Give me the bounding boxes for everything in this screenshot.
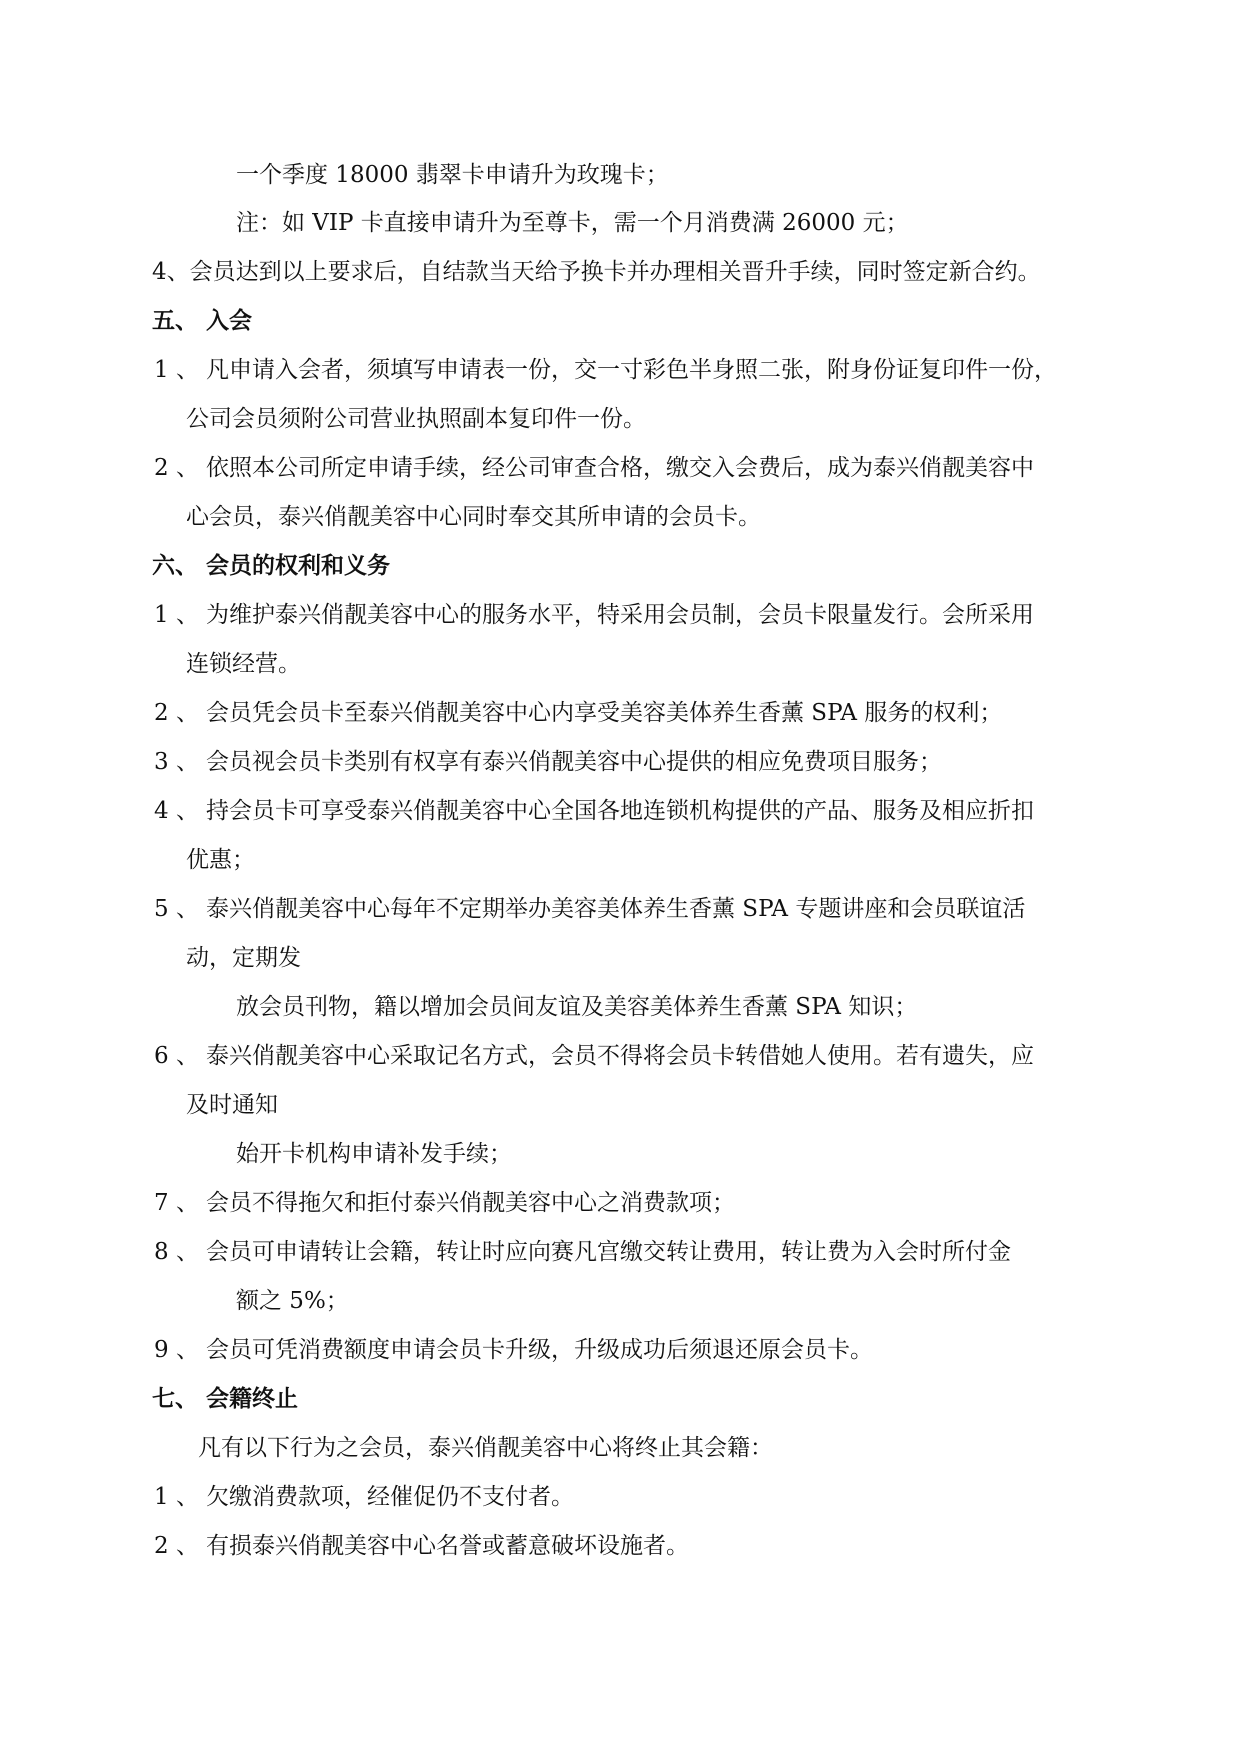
list-item-number: 1 、 [154,357,199,383]
list-item-number: 1 、 [154,1484,199,1510]
paragraph-line: 一个季度 18000 翡翠卡申请升为玫瑰卡； [236,162,669,188]
list-item-text: 泰兴俏靓美容中心每年不定期举办美容美体养生香薰 SPA 专题讲座和会员联谊活 [206,896,1026,922]
list-item-number: 4 、 [154,798,199,824]
list-item-text: 会员凭会员卡至泰兴俏靓美容中心内享受美容美体养生香薰 SPA 服务的权利； [206,700,1003,726]
list-item-text: 依照本公司所定申请手续，经公司审查合格，缴交入会费后，成为泰兴俏靓美容中 [206,455,1034,481]
section-heading: 七、 会籍终止 [152,1385,299,1412]
section-heading: 五、 入会 [152,307,253,334]
list-item-text: 持会员卡可享受泰兴俏靓美容中心全国各地连锁机构提供的产品、服务及相应折扣 [206,798,1034,824]
list-item: 4、会员达到以上要求后，自结款当天给予换卡并办理相关晋升手续，同时签定新合约。 [152,259,1041,285]
list-item-text: 及时通知 [186,1092,278,1118]
list-item-text: 为维护泰兴俏靓美容中心的服务水平，特采用会员制，会员卡限量发行。会所采用 [206,602,1034,628]
list-item-number: 3 、 [154,749,199,775]
list-item-text: 有损泰兴俏靓美容中心名誉或蓄意破坏设施者。 [206,1533,689,1559]
list-item-text: 始开卡机构申请补发手续； [236,1141,512,1167]
list-item-text: 额之 5%； [236,1288,349,1314]
list-item-text: 欠缴消费款项，经催促仍不支付者。 [206,1484,574,1510]
list-item-text: 泰兴俏靓美容中心采取记名方式，会员不得将会员卡转借她人使用。若有遗失，应 [206,1043,1034,1069]
paragraph-line: 注：如 VIP 卡直接申请升为至尊卡，需一个月消费满 26000 元； [236,210,909,236]
list-item-text: 会员可凭消费额度申请会员卡升级，升级成功后须退还原会员卡。 [206,1337,873,1363]
list-item-text: 优惠； [186,847,255,873]
list-item-number: 2 、 [154,455,199,481]
section-heading: 六、 会员的权利和义务 [152,552,391,579]
list-item-text: 连锁经营。 [186,651,301,677]
list-item-text: 公司会员须附公司营业执照副本复印件一份。 [186,406,646,432]
list-item-text: 会员可申请转让会籍，转让时应向赛凡宫缴交转让费用，转让费为入会时所付金 [206,1239,1011,1265]
list-item-number: 8 、 [154,1239,199,1265]
list-item-number: 5 、 [154,896,199,922]
paragraph-line: 凡有以下行为之会员，泰兴俏靓美容中心将终止其会籍： [198,1435,773,1461]
list-item-number: 1 、 [154,602,199,628]
list-item-text: 会员视会员卡类别有权享有泰兴俏靓美容中心提供的相应免费项目服务； [206,749,942,775]
list-item-number: 2 、 [154,700,199,726]
list-item-text: 动，定期发 [186,945,301,971]
list-item-text: 会员不得拖欠和拒付泰兴俏靓美容中心之消费款项； [206,1190,735,1216]
list-item-text: 放会员刊物，籍以增加会员间友谊及美容美体养生香薰 SPA 知识； [236,994,918,1020]
list-item-number: 6 、 [154,1043,199,1069]
list-item-number: 9 、 [154,1337,199,1363]
list-item-text: 心会员，泰兴俏靓美容中心同时奉交其所申请的会员卡。 [186,504,761,530]
list-item-number: 2 、 [154,1533,199,1559]
list-item-number: 7 、 [154,1190,199,1216]
list-item-text: 凡申请入会者，须填写申请表一份，交一寸彩色半身照二张，附身份证复印件一份， [206,357,1057,383]
